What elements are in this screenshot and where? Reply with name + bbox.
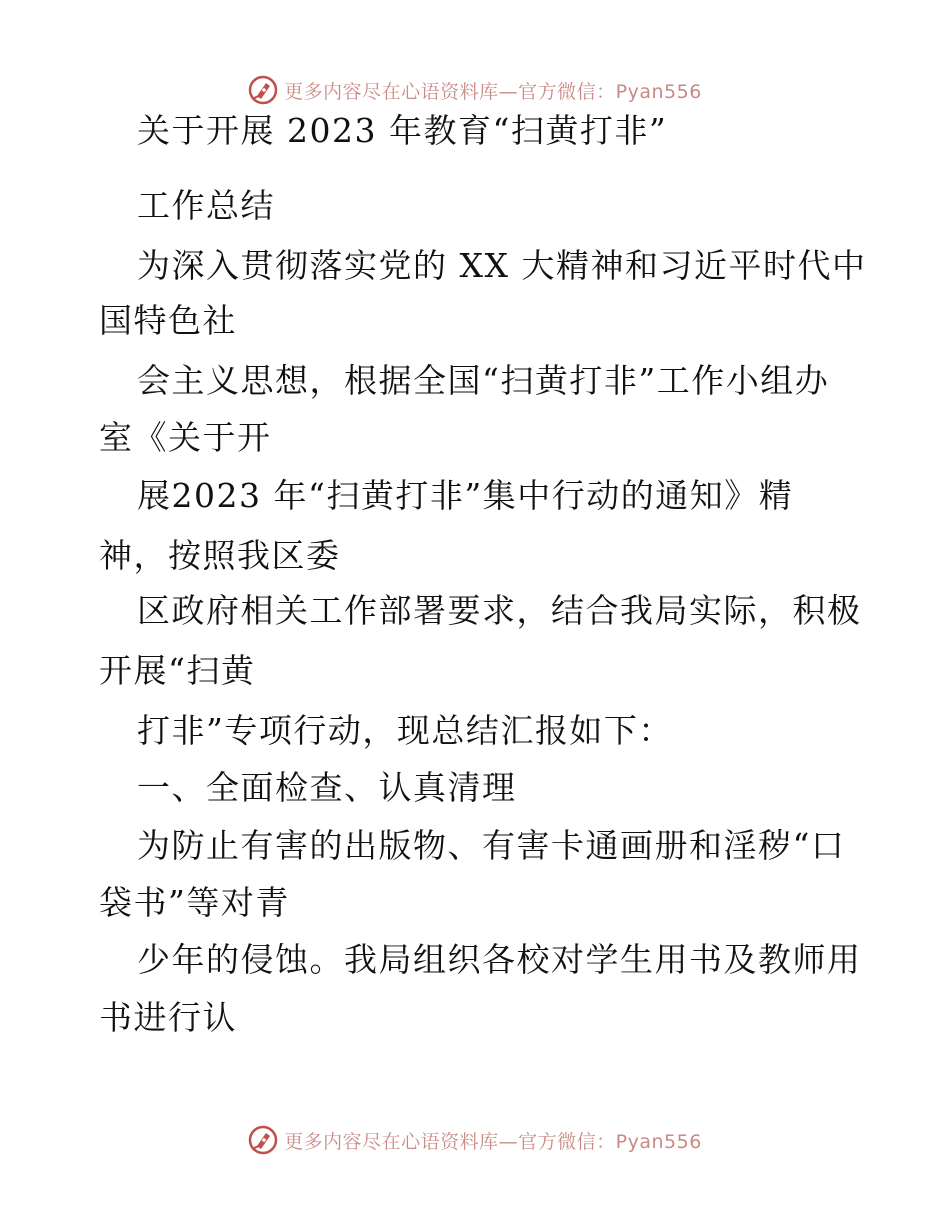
watermark-text: 更多内容尽在心语资料库—官方微信：Pyan556: [284, 80, 702, 103]
paragraph-line: 书进行认: [99, 998, 237, 1037]
document-title-line-2: 工作总结: [137, 186, 275, 225]
paragraph-line: 展2023 年“扫黄打非”集中行动的通知》精: [137, 476, 794, 515]
paragraph-line: 开展“扫黄: [99, 651, 256, 690]
paragraph-line: 区政府相关工作部署要求，结合我局实际，积极: [137, 591, 862, 630]
paragraph-line: 为深入贯彻落实党的 XX 大精神和习近平时代中: [137, 246, 867, 285]
paragraph-line: 神，按照我区委: [99, 536, 341, 575]
paragraph-line: 袋书”等对青: [99, 883, 290, 922]
footer-watermark: [0, 1122, 950, 1158]
document-title-line-1: 关于开展 2023 年教育“扫黄打非”: [137, 111, 668, 150]
paragraph-line: 国特色社: [99, 301, 237, 340]
paragraph-line: 室《关于开: [99, 418, 272, 457]
paragraph-line: 打非”专项行动，现总结汇报如下：: [137, 711, 673, 750]
paragraph-line: 少年的侵蚀。我局组织各校对学生用书及教师用: [137, 940, 862, 979]
paragraph-line: 会主义思想，根据全国“扫黄打非”工作小组办: [137, 361, 830, 400]
paragraph-line: 为防止有害的出版物、有害卡通画册和淫秽“口: [137, 826, 846, 865]
section-heading: 一、全面检查、认真清理: [137, 768, 517, 807]
pen-nib-logo-icon: [248, 1125, 278, 1155]
watermark-text: 更多内容尽在心语资料库—官方微信：Pyan556: [284, 1130, 702, 1153]
